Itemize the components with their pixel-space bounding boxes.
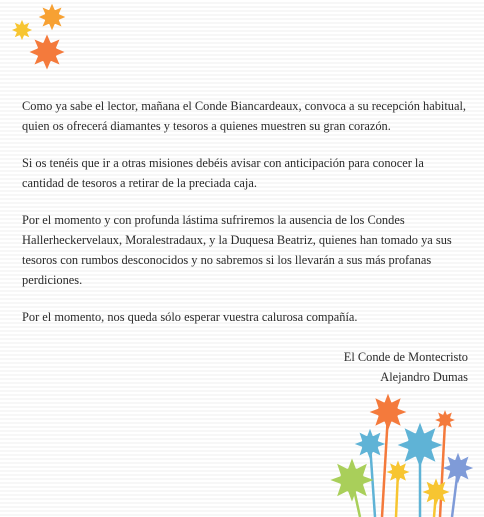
paragraph-3: Por el momento y con profunda lástima sufriremos la ausencia de los Condes Hallerheckervelaux, Moralestradaux, y la Duquesa Beatriz, quienes han tomado ya sus tesoros con rumbos desconocidos y no sabremos si los llevarán a sus más profanas perdiciones. <box>22 213 452 287</box>
letter-body <box>22 96 467 344</box>
flower-cluster-icon <box>6 4 76 74</box>
paragraph-1: Como ya sabe el lector, mañana el Conde Biancardeaux, convoca a su recepción habitual, quien os ofrecerá diamantes y tesoros a quienes muestren su gran corazón. <box>22 99 467 133</box>
signature-line-1: El Conde de Montecristo <box>343 350 468 364</box>
signature-line-2: Alejandro Dumas <box>380 370 468 384</box>
paragraph-2: Si os tenéis que ir a otras misiones debéis avisar con anticipación para conocer la cantidad de tesoros a retirar de la preciada caja. <box>22 156 424 190</box>
signature-block <box>344 347 468 387</box>
paragraph-4: Por el momento, nos queda sólo esperar vuestra calurosa compañía. <box>22 310 358 324</box>
flower-bouquet-icon <box>330 392 480 517</box>
